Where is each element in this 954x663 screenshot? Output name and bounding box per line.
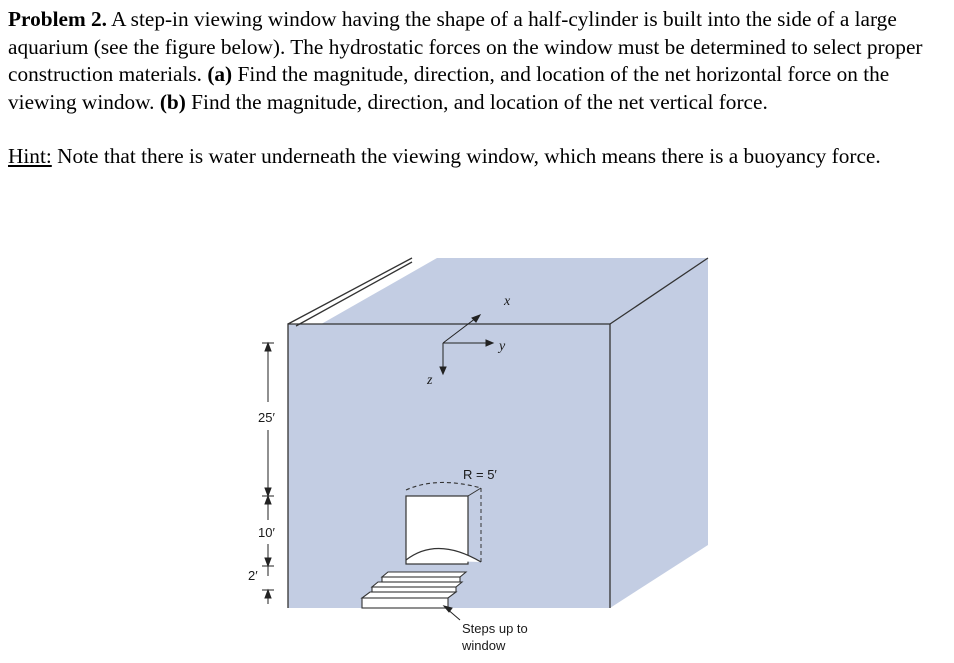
steps-leader (444, 606, 460, 620)
problem-heading: Problem 2. (8, 7, 107, 31)
axis-x-label: x (504, 294, 511, 309)
steps-label-line1: Steps up to (462, 621, 528, 636)
problem-intro: A step-in viewing window having the shape of a half-cylinder is built into the side of a large aquarium (see the figure below). The hydrostatic forces on the window must be determined to select proper construction materials. (8, 7, 923, 86)
hint-text: Note that there is water underneath the viewing window, which means there is a buoyancy force. (51, 144, 881, 168)
part-b-label: (b) (159, 89, 186, 114)
part-a-text: Find the magnitude, direction, and location of the net horizontal force on the viewing window. (8, 62, 890, 114)
dimension-lines (262, 343, 274, 604)
dimension-depth-label: 25′ (258, 410, 275, 425)
part-b-text: Find the magnitude, direction, and location of the net vertical force. (185, 89, 768, 114)
axis-y-label: y (499, 339, 506, 354)
dimension-window-label: 10′ (258, 525, 275, 540)
hint-label: Hint: (8, 144, 52, 168)
axis-z-label: z (427, 373, 433, 388)
tank-front-face (288, 324, 610, 608)
part-a-label: (a) (207, 62, 233, 86)
dimension-step-label: 2′ (248, 568, 258, 583)
steps-label-line2: window (462, 638, 506, 653)
radius-label: R = 5′ (463, 467, 497, 482)
